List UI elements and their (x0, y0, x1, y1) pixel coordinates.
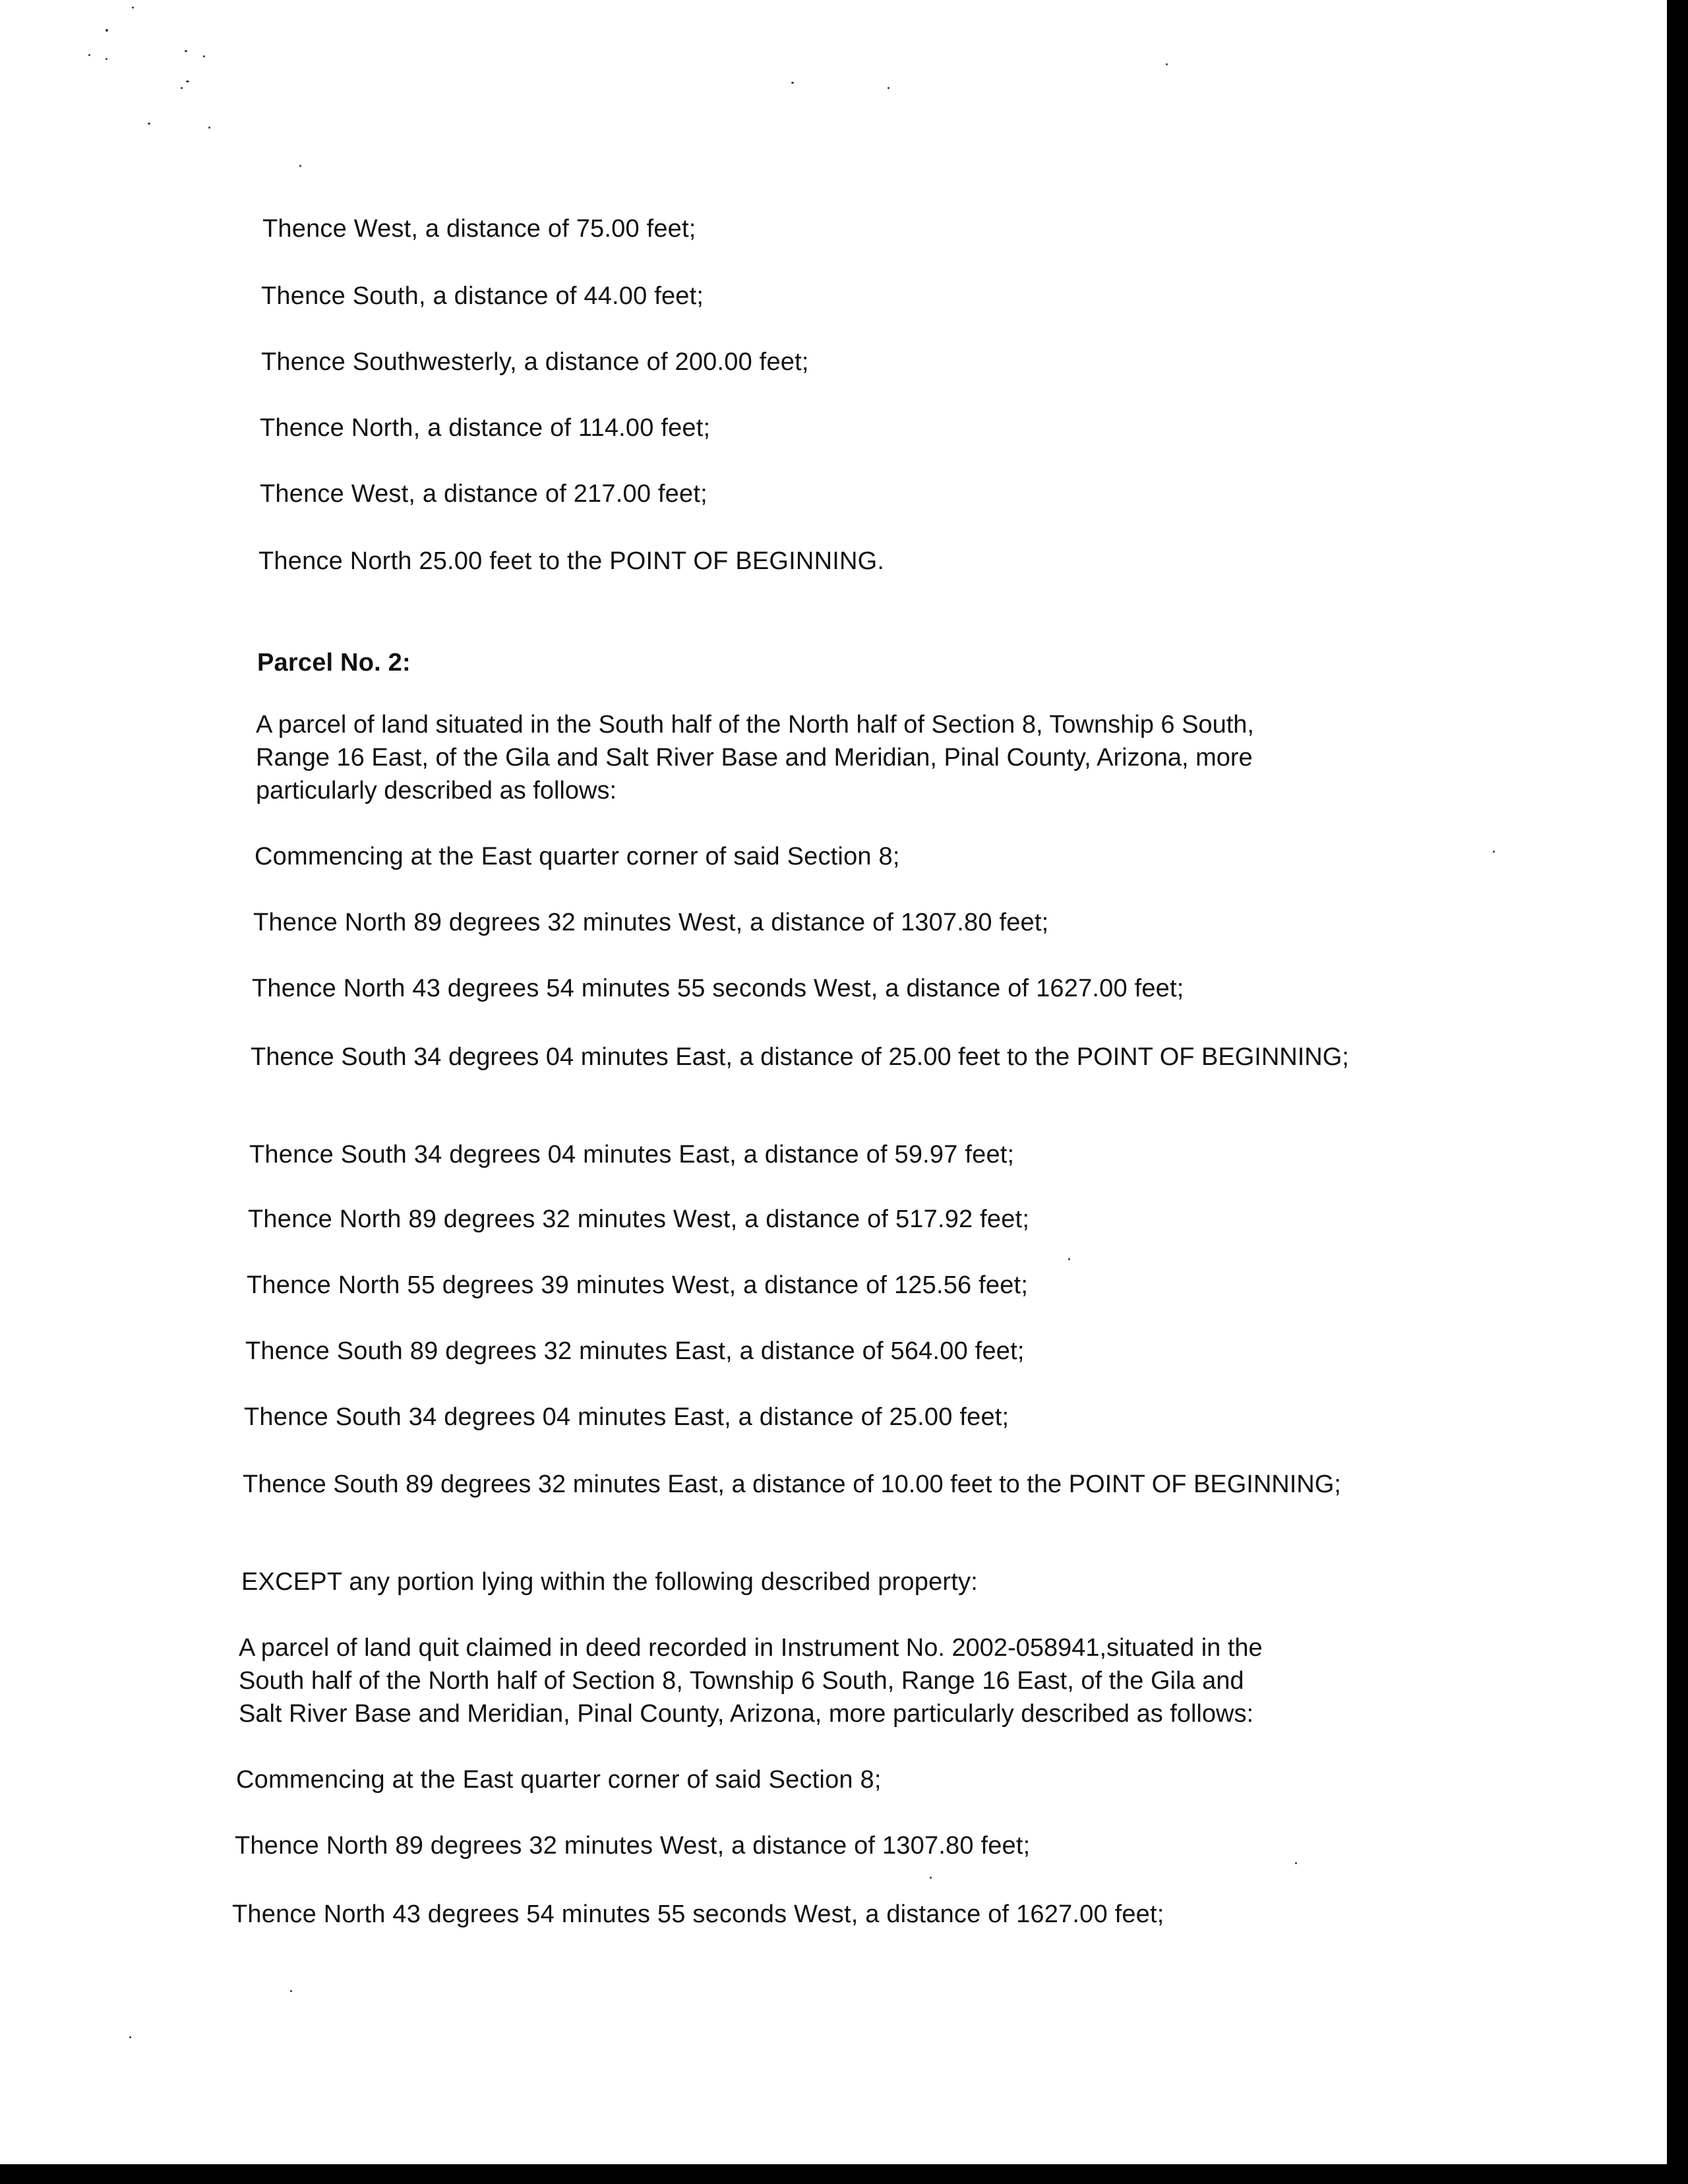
scan-speck (208, 127, 210, 129)
course-line: Thence Southwesterly, a distance of 200.00 feet; (261, 348, 809, 376)
scan-speck (1068, 1258, 1070, 1260)
course-line: Thence North 43 degrees 54 minutes 55 seconds West, a distance of 1627.00 feet; (232, 1900, 1164, 1928)
scan-speck (186, 80, 189, 82)
scan-speck (181, 87, 183, 89)
course-line: Thence North 43 degrees 54 minutes 55 seconds West, a distance of 1627.00 feet; (252, 975, 1184, 1002)
scan-speck (148, 123, 150, 125)
parcel-description: A parcel of land situated in the South half of the North half of Section 8, Township 6 South, Range 16 East, of the Gila and Salt River Base and Meridian, Pinal County, Arizona, more particularly described as follows: (256, 711, 1254, 804)
scan-speck (888, 87, 889, 89)
scan-speck (203, 55, 205, 57)
course-line: Thence West, a distance of 75.00 feet; (262, 215, 696, 243)
commencing-line: Commencing at the East quarter corner of said Section 8; (236, 1766, 882, 1794)
course-line-pob: Thence South 34 degrees 04 minutes East, a distance of 25.00 feet to the POINT OF BEGINNING; (251, 1043, 1349, 1071)
scan-speck (88, 54, 90, 56)
parcel-heading: Parcel No. 2: (257, 649, 411, 677)
scan-speck (299, 165, 301, 167)
scan-speck (1166, 63, 1168, 65)
course-line: Thence North 25.00 feet to the POINT OF BEGINNING. (258, 547, 885, 575)
course-line: Thence North 89 degrees 32 minutes West, a distance of 1307.80 feet; (235, 1832, 1031, 1860)
course-line: Thence North 55 degrees 39 minutes West, a distance of 125.56 feet; (247, 1271, 1029, 1299)
course-line: Thence West, a distance of 217.00 feet; (260, 480, 708, 508)
scan-speck (106, 58, 107, 60)
scan-speck (930, 1877, 932, 1879)
scan-speck (1493, 851, 1495, 853)
scan-speck (1295, 1862, 1297, 1864)
course-line: Thence South 34 degrees 04 minutes East, a distance of 59.97 feet; (249, 1141, 1015, 1168)
course-line: Thence South, a distance of 44.00 feet; (261, 282, 704, 310)
course-line: Thence North 89 degrees 32 minutes West, a distance of 517.92 feet; (248, 1205, 1030, 1233)
course-line: Thence South 89 degrees 32 minutes East, a distance of 564.00 feet; (245, 1337, 1025, 1365)
scan-speck (185, 50, 187, 52)
scan-speck (290, 1990, 292, 1992)
course-line: Thence North 89 degrees 32 minutes West, a distance of 1307.80 feet; (253, 909, 1049, 936)
commencing-line: Commencing at the East quarter corner of said Section 8; (255, 843, 900, 870)
except-line: EXCEPT any portion lying within the following described property: (241, 1568, 978, 1596)
quitclaim-description: A parcel of land quit claimed in deed recorded in Instrument No. 2002-058941,situated in the South half of the North half of Section 8, Township 6 South, Range 16 East, of the Gila and Salt River Base and Meridian, Pinal County, Arizona, more particularly described as follows: (239, 1634, 1263, 1728)
scan-border-bottom (0, 2164, 1688, 2184)
scan-speck (129, 2036, 131, 2038)
course-line: Thence South 34 degrees 04 minutes East, a distance of 25.00 feet; (244, 1403, 1010, 1431)
course-line: Thence North, a distance of 114.00 feet; (260, 414, 711, 442)
scan-speck (132, 7, 134, 9)
scan-speck (106, 29, 108, 32)
course-line-pob: Thence South 89 degrees 32 minutes East, a distance of 10.00 feet to the POINT OF BEGINNING; (243, 1471, 1341, 1498)
scan-speck (791, 82, 794, 84)
scan-border-right (1667, 0, 1688, 2184)
